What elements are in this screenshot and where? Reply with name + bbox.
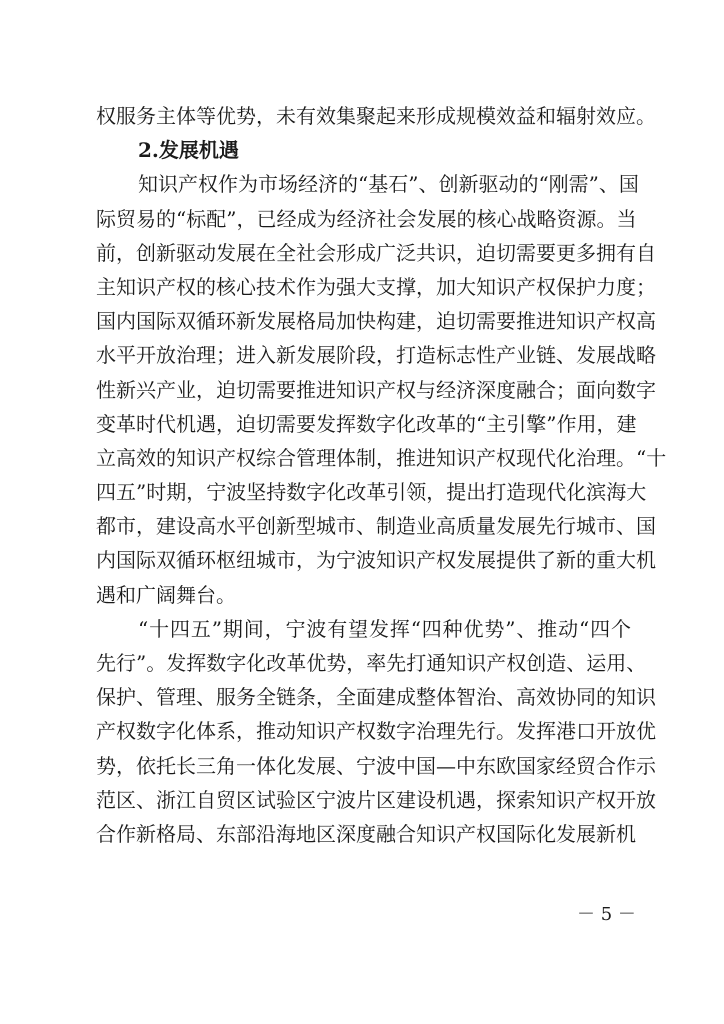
section-heading: 2.发展机遇 (138, 138, 239, 163)
carry-over-line: 权服务主体等优势，未有效集聚起来形成规模效益和辐射效应。 (96, 104, 656, 128)
paragraph-line: 际贸易的“标配”，已经成为经济社会发展的核心战略资源。当 (96, 206, 637, 231)
paragraph-line: 保护、管理、服务全链条，全面建成整体智治、高效协同的知识 (96, 685, 656, 710)
paragraph-line: 主知识产权的核心技术作为强大支撑，加大知识产权保护力度； (96, 274, 656, 299)
paragraph-line: 遇和广阔舞台。 (96, 582, 236, 607)
paragraph-line: 立高效的知识产权综合管理体制，推进知识产权现代化治理。“十 (96, 445, 667, 470)
paragraph-line: 势，依托长三角一体化发展、宁波中国—中东欧国家经贸合作示 (96, 753, 656, 778)
paragraph-line: 产权数字化体系，推动知识产权数字治理先行。发挥港口开放优 (96, 719, 656, 744)
paragraph-development-opportunities (96, 167, 667, 611)
paragraph-line: 范区、浙江自贸区试验区宁波片区建设机遇，探索知识产权开放 (96, 787, 656, 812)
paragraph-line: 四五”时期，宁波坚持数字化改革引领，提出打造现代化滨海大 (96, 480, 647, 505)
paragraph-line: “十四五”期间，宁波有望发挥“四种优势”、推动“四个 (138, 616, 631, 641)
paragraph-four-advantages (96, 612, 656, 851)
paragraph-line: 前，创新驱动发展在全社会形成广泛共识，迫切需要更多拥有自 (96, 240, 656, 265)
paragraph-line: 先行”。发挥数字化改革优势，率先打通知识产权创造、运用、 (96, 651, 647, 675)
page-number: － 5 － (577, 904, 636, 925)
paragraph-line: 水平开放治理；进入新发展阶段，打造标志性产业链、发展战略 (96, 343, 656, 368)
paragraph-line: 内国际双循环枢纽城市，为宁波知识产权发展提供了新的重大机 (96, 548, 656, 573)
paragraph-line: 国内国际双循环新发展格局加快构建，迫切需要推进知识产权高 (96, 309, 656, 334)
paragraph-line: 变革时代机遇，迫切需要发挥数字化改革的“主引擎”作用，建 (96, 411, 637, 436)
paragraph-line: 都市，建设高水平创新型城市、制造业高质量发展先行城市、国 (96, 514, 656, 539)
document-body (96, 99, 667, 851)
paragraph-line: 合作新格局、东部沿海地区深度融合知识产权国际化发展新机 (96, 821, 636, 846)
paragraph-line: 知识产权作为市场经济的“基石”、创新驱动的“刚需”、国 (138, 172, 639, 197)
paragraph-line: 性新兴产业，迫切需要推进知识产权与经济深度融合；面向数字 (96, 377, 656, 402)
